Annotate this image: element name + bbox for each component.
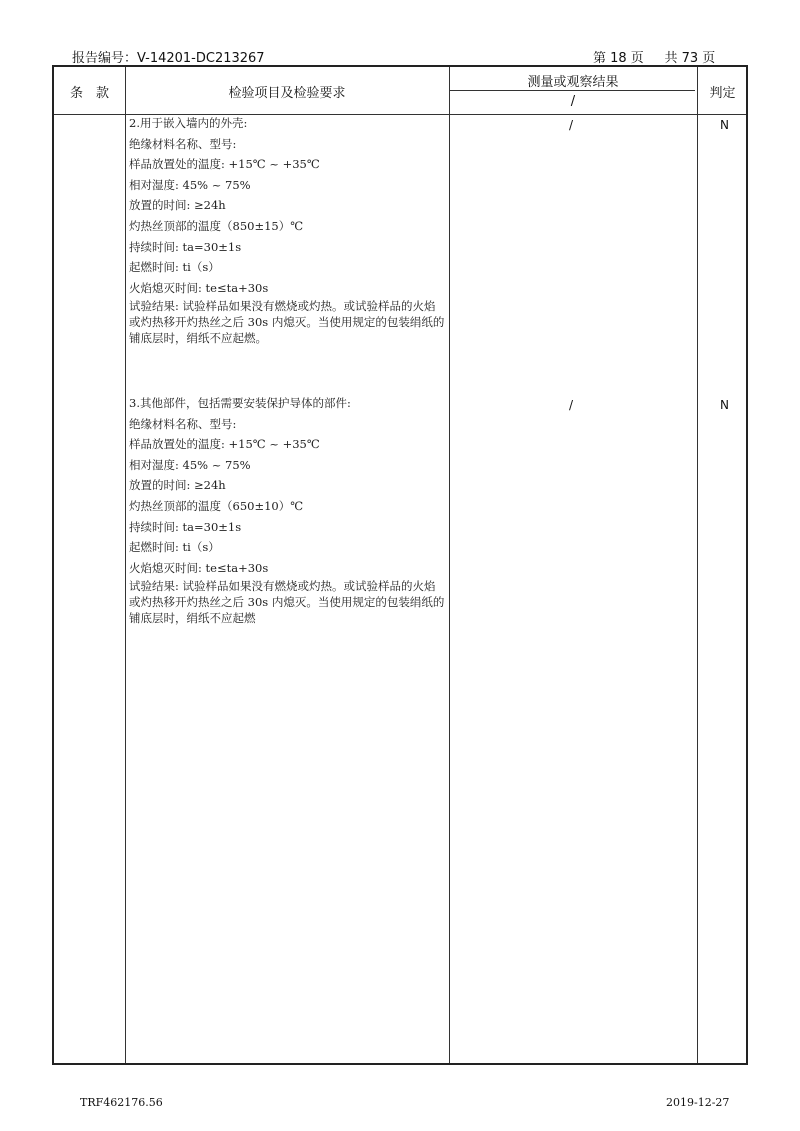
section-enclosure-wall bbox=[129, 113, 447, 346]
inspection-table bbox=[52, 65, 748, 1065]
page-info: 第 18 页 共 73 页 bbox=[593, 51, 716, 66]
header-item: 检验项目及检验要求 bbox=[228, 86, 346, 101]
report-number: 报告编号：V-14201-DC213267 bbox=[72, 51, 265, 66]
te-line: 火焰熄灭时间: te≤ta+30s bbox=[129, 560, 269, 575]
temperature-line: 样品放置处的温度: +15℃ ~ +35℃ bbox=[129, 437, 320, 452]
verdict-value: N bbox=[720, 398, 729, 412]
test-conclusion: 试验结果: 试验样品如果没有燃烧或灼热。或试验样品的火焰或灼热移开灼热丝之后 30s 内熄灭。当使用规定的包装绢纸的铺底层时，绢纸不应起燃 bbox=[129, 579, 445, 626]
glow-wire-temp-line: 灼热丝顶部的温度（850±15）℃ bbox=[129, 218, 304, 233]
result-value: / bbox=[569, 398, 574, 412]
header-result-sub: / bbox=[570, 94, 576, 109]
te-line: 火焰熄灭时间: te≤ta+30s bbox=[129, 280, 269, 295]
test-conclusion: 试验结果: 试验样品如果没有燃烧或灼热。或试验样品的火焰或灼热移开灼热丝之后 30s 内熄灭。当使用规定的包装绢纸的铺底层时，绢纸不应起燃。 bbox=[129, 299, 445, 346]
verdict-value: N bbox=[720, 118, 729, 132]
col-divider-result bbox=[697, 67, 698, 1063]
result-sub-divider bbox=[449, 90, 695, 91]
ta-line: 持续时间: ta=30±1s bbox=[129, 519, 242, 534]
section-title: 3.其他部件，包括需要安装保护导体的部件: bbox=[129, 396, 351, 410]
duration-line: 放置的时间: ≥24h bbox=[129, 198, 226, 213]
glow-wire-temp-line: 灼热丝顶部的温度（650±10）℃ bbox=[129, 498, 304, 513]
footer-date: 2019-12-27 bbox=[666, 1096, 730, 1109]
humidity-line: 相对湿度: 45% ~ 75% bbox=[129, 177, 251, 192]
section-other-parts bbox=[129, 393, 447, 626]
header-verdict: 判定 bbox=[709, 86, 736, 101]
material-line: 绝缘材料名称、型号: bbox=[129, 136, 237, 151]
material-line: 绝缘材料名称、型号: bbox=[129, 416, 237, 431]
duration-line: 放置的时间: ≥24h bbox=[129, 478, 226, 493]
temperature-line: 样品放置处的温度: +15℃ ~ +35℃ bbox=[129, 157, 320, 172]
header-result: 测量或观察结果 bbox=[527, 75, 619, 90]
col-divider-item bbox=[449, 67, 450, 1063]
section-title: 2.用于嵌入墙内的外壳: bbox=[129, 116, 248, 130]
ti-line: 起燃时间: ti（s） bbox=[129, 540, 220, 555]
humidity-line: 相对湿度: 45% ~ 75% bbox=[129, 457, 251, 472]
form-number: TRF462176.56 bbox=[80, 1096, 163, 1109]
header-clause: 条 款 bbox=[69, 86, 109, 101]
col-divider-clause bbox=[125, 67, 126, 1063]
ti-line: 起燃时间: ti（s） bbox=[129, 260, 220, 275]
result-value: / bbox=[569, 118, 574, 132]
ta-line: 持续时间: ta=30±1s bbox=[129, 239, 242, 254]
